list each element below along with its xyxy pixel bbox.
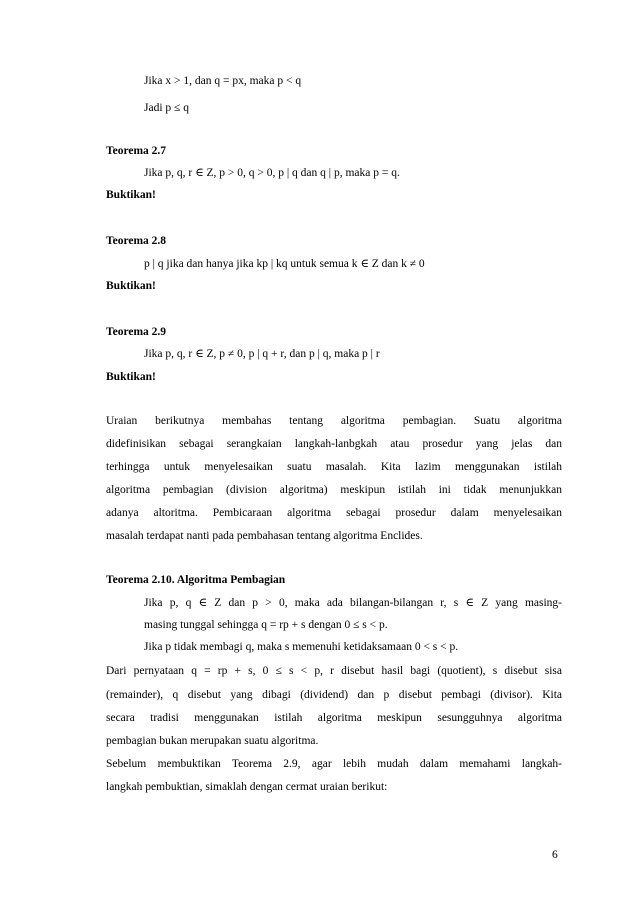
theorem-body: Jika p, q ∈ Z dan p > 0, maka ada bilangan-bilangan r, s ∈ Z yang masing- bbox=[144, 597, 562, 609]
proof-label: Buktikan! bbox=[106, 189, 156, 201]
paragraph-line: masalah terdapat nanti pada pembahasan tentang algoritma Enclides. bbox=[106, 530, 423, 542]
theorem-body: masing tunggal sehingga q = rp + s dengan 0 ≤ s < p. bbox=[144, 619, 388, 631]
text-line: Jika x > 1, dan q = px, maka p < q bbox=[144, 75, 302, 87]
theorem-body: Jika p, q, r ∈ Z, p > 0, q > 0, p | q dan q | p, maka p = q. bbox=[144, 167, 400, 179]
proof-label: Buktikan! bbox=[106, 280, 156, 292]
paragraph-line: didefinisikan sebagai serangkaian langkah-lanbgkah atau prosedur yang jelas dan bbox=[106, 438, 562, 450]
proof-label: Buktikan! bbox=[106, 371, 156, 383]
theorem-title: Teorema 2.8 bbox=[106, 235, 167, 247]
paragraph-line: langkah pembuktian, simaklah dengan cermat uraian berikut: bbox=[106, 781, 388, 793]
paragraph-line: Dari pernyataan q = rp + s, 0 ≤ s < p, r disebut hasil bagi (quotient), s disebut sisa bbox=[106, 665, 562, 677]
paragraph-line: (remainder), q disebut yang dibagi (dividend) dan p disebut pembagi (divisor). Kita bbox=[106, 689, 562, 701]
paragraph-line: secara tradisi menggunakan istilah algoritma meskipun sesungguhnya algoritma bbox=[106, 712, 562, 724]
paragraph-line: algoritma pembagian (division algoritma) meskipun istilah ini tidak menunjukkan bbox=[106, 484, 562, 496]
theorem-title: Teorema 2.9 bbox=[106, 326, 167, 338]
paragraph-line: adanya altoritma. Pembicaraan algoritma sebagai prosedur dalam menyelesaikan bbox=[106, 507, 562, 519]
text-line: Jadi p ≤ q bbox=[144, 102, 189, 114]
paragraph-line: Uraian berikutnya membahas tentang algoritma pembagian. Suatu algoritma bbox=[106, 415, 562, 427]
theorem-title: Teorema 2.10. Algoritma Pembagian bbox=[106, 574, 286, 586]
theorem-body: p | q jika dan hanya jika kp | kq untuk semua k ∈ Z dan k ≠ 0 bbox=[144, 258, 425, 270]
paragraph-line: pembagian bukan merupakan suatu algoritma. bbox=[106, 735, 319, 747]
theorem-title: Teorema 2.7 bbox=[106, 145, 167, 157]
page-number: 6 bbox=[552, 849, 558, 861]
paragraph-line: Sebelum membuktikan Teorema 2.9, agar lebih mudah dalam memahami langkah- bbox=[106, 758, 562, 770]
paragraph-line: terhingga untuk menyelesaikan suatu masalah. Kita lazim menggunakan istilah bbox=[106, 461, 562, 473]
theorem-body: Jika p, q, r ∈ Z, p ≠ 0, p | q + r, dan p | q, maka p | r bbox=[144, 348, 380, 360]
theorem-body: Jika p tidak membagi q, maka s memenuhi ketidaksamaan 0 < s < p. bbox=[144, 641, 459, 653]
